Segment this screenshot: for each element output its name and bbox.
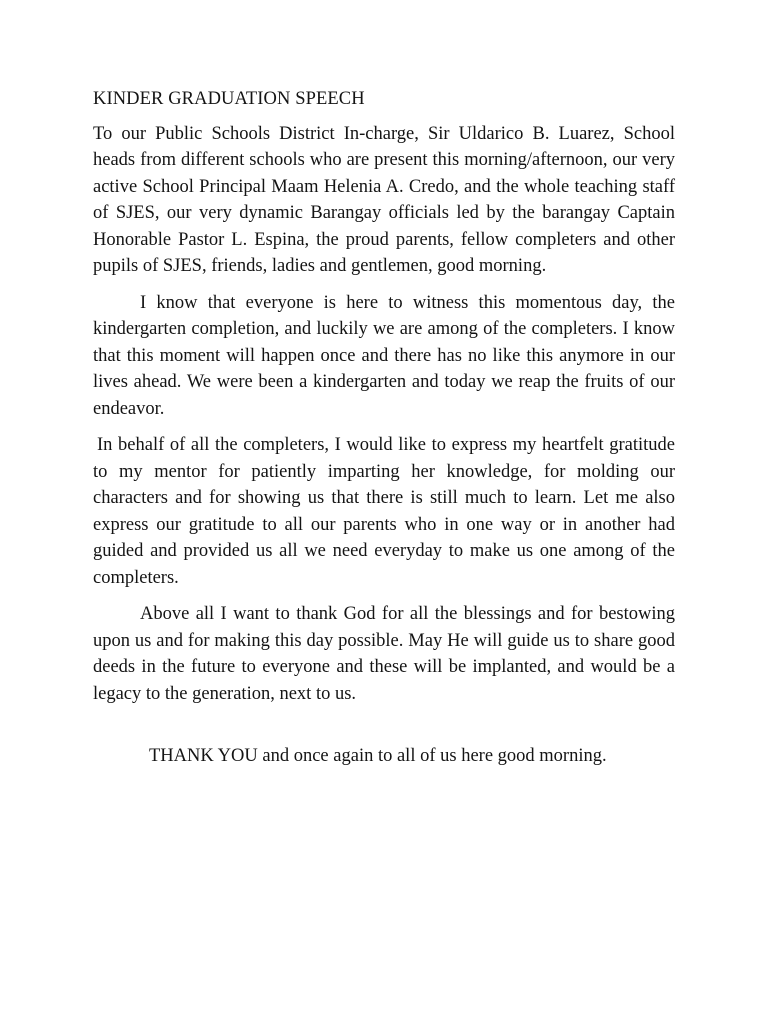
paragraph-thank-you: THANK YOU and once again to all of us here good morning. bbox=[149, 746, 607, 766]
paragraph-thank-god: Above all I want to thank God for all the blessings and for bestowing upon us and for making this day possible. May He will guide us to share good deeds in the future to everyone and these will be implanted, and would be a legacy to the generation, next to us. bbox=[93, 604, 675, 704]
speech-document bbox=[93, 86, 675, 780]
document-title: KINDER GRADUATION SPEECH bbox=[93, 89, 365, 109]
paragraph-witness: I know that everyone is here to witness this momentous day, the kindergarten completion, and luckily we are among of the completers. I know that this moment will happen once and there has no like this anymore in our lives ahead. We were been a kindergarten and today we reap the fruits of our endeavor. bbox=[93, 292, 675, 419]
paragraph-greeting: To our Public Schools District In-charge, Sir Uldarico B. Luarez, School heads from different schools who are present this morning/afternoon, our very active School Principal Maam Helenia A. Credo, and the whole teaching staff of SJES, our very dynamic Barangay officials led by the barangay Captain Honorable Pastor L. Espina, the proud parents, fellow completers and other pupils of SJES, friends, ladies and gentlemen, good morning. bbox=[93, 123, 675, 276]
paragraph-gratitude: In behalf of all the completers, I would like to express my heartfelt gratitude to my mentor for patiently imparting her knowledge, for molding our characters and for showing us that there is still much to learn. Let me also express our gratitude to all our parents who in one way or in another had guided and provided us all we need everyday to make us one among of the completers. bbox=[93, 435, 675, 588]
